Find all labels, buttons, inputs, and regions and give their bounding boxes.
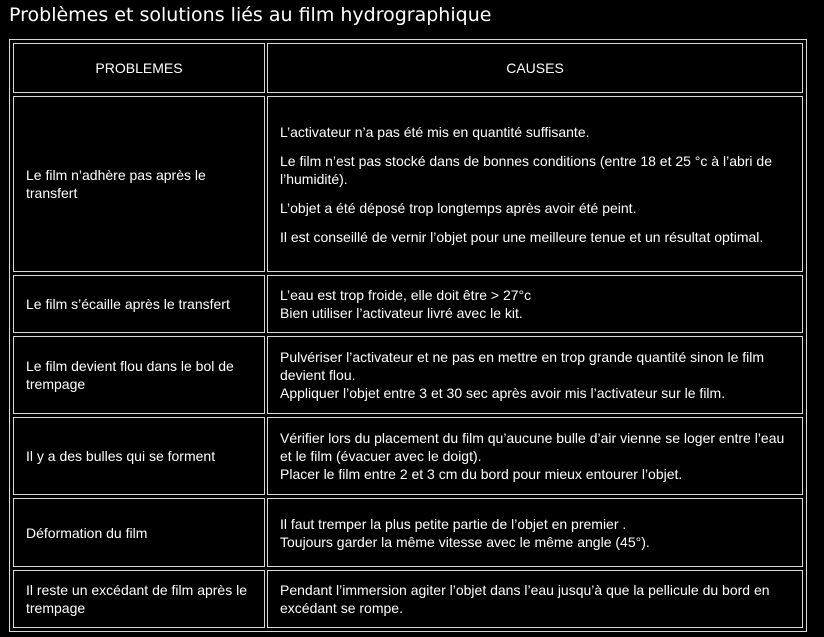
- cause-text: Pendant l’immersion agiter l’objet dans l’eau jusqu’à que la pellicule du bord en excédant se rompe.: [280, 582, 770, 616]
- cause-text: Appliquer l’objet entre 3 et 30 sec après avoir mis l’activateur sur le film.: [280, 385, 726, 401]
- cause-text: Le film n’est pas stocké dans de bonnes conditions (entre 18 et 25 °c à l’abri de l’humidité).: [280, 152, 773, 187]
- problem-cell: Le film n’adhère pas après le transfert: [13, 96, 265, 272]
- cause-text: Bien utiliser l’activateur livré avec le kit.: [280, 305, 523, 321]
- causes-cell: [267, 336, 803, 414]
- causes-cell: [267, 417, 803, 495]
- header-causes: CAUSES: [267, 43, 803, 93]
- cause-text: L’eau est trop froide, elle doit être > 27°c: [280, 287, 532, 303]
- causes-cell: [267, 275, 803, 333]
- causes-cell: [267, 570, 803, 628]
- cause-text: Placer le film entre 2 et 3 cm du bord pour mieux entourer l’objet.: [280, 466, 683, 482]
- page-title: Problèmes et solutions liés au film hydrographique: [9, 4, 492, 26]
- cause-text: Toujours garder la même vitesse avec le même angle (45°).: [280, 533, 650, 550]
- cause-text: Il est conseillé de vernir l’objet pour une meilleure tenue et un résultat optimal.: [280, 228, 764, 245]
- cause-text: L’activateur n’a pas été mis en quantité suffisante.: [280, 123, 590, 140]
- problem-cell: Il reste un excédant de film après le trempage: [13, 570, 265, 628]
- cause-text: Il faut tremper la plus petite partie de l’objet en premier .: [280, 515, 627, 532]
- problem-cell: Il y a des bulles qui se forment: [13, 417, 265, 495]
- header-problems: PROBLEMES: [13, 43, 265, 93]
- problem-cell: Déformation du film: [13, 498, 265, 567]
- problem-cell: Le film s’écaille après le transfert: [13, 275, 265, 333]
- cause-text: L’objet a été déposé trop longtemps après avoir été peint.: [280, 199, 637, 216]
- cause-text: Vérifier lors du placement du film qu’aucune bulle d’air vienne se loger entre l’eau et le film (évacuer avec le doigt).: [280, 430, 785, 464]
- cause-text: Pulvériser l’activateur et ne pas en mettre en trop grande quantité sinon le film devient flou.: [280, 349, 765, 383]
- causes-cell: [267, 498, 803, 567]
- causes-cell: [267, 96, 803, 272]
- problem-cell: Le film devient flou dans le bol de trempage: [13, 336, 265, 414]
